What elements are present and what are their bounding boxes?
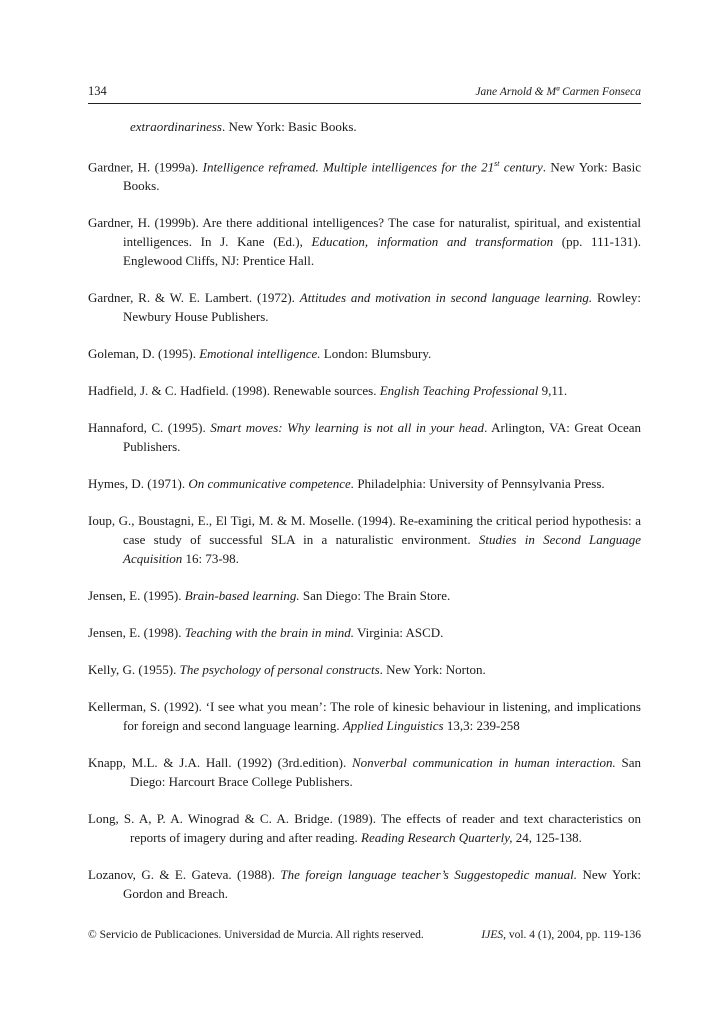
reference-entry	[88, 288, 641, 326]
reference-text: Long, S. A, P. A. Winograd & C. A. Bridge. (1989). The effects of reader and text characteristics on reports of imagery during and after reading.	[88, 811, 641, 846]
reference-text: 13,3: 239-258	[443, 718, 520, 734]
reference-entry	[88, 381, 641, 400]
journal-name: IJES	[481, 929, 504, 941]
reference-entry	[88, 809, 641, 847]
reference-italic-text: extraordinariness	[130, 119, 222, 134]
reference-italic-text: Smart moves: Why learning is not all in your head	[210, 420, 485, 436]
journal-details: , vol. 4 (1), 2004, pp. 119-136	[503, 929, 641, 941]
reference-italic-text: The foreign language teacher’s Suggestopedic manual.	[280, 867, 578, 883]
reference-text: Jensen, E. (1998).	[88, 625, 185, 641]
reference-text: Hadfield, J. & C. Hadfield. (1998). Renewable sources.	[88, 383, 380, 399]
reference-text: Knapp, M.L. & J.A. Hall. (1992) (3rd.edition).	[88, 755, 352, 771]
reference-text: San Diego: Harcourt Brace College Publishers.	[130, 755, 641, 790]
reference-text: Hymes, D. (1971).	[88, 476, 189, 492]
reference-text: . Arlington, VA: Great Ocean Publishers.	[123, 420, 641, 455]
reference-text: Kelly, G. (1955).	[88, 662, 180, 678]
reference-text: Gardner, H. (1999a).	[88, 159, 203, 175]
reference-entry	[88, 697, 641, 735]
reference-entry	[88, 474, 641, 493]
reference-entry	[88, 753, 641, 791]
reference-entry	[88, 623, 641, 642]
page-footer	[88, 929, 641, 941]
reference-italic-text: century	[499, 159, 543, 175]
running-head	[88, 84, 641, 99]
reference-italic-text: English Teaching Professional	[379, 383, 539, 399]
reference-entry	[88, 865, 641, 903]
reference-italic-text: Intelligence reframed. Multiple intelligences for the 21	[202, 159, 495, 175]
reference-italic-text: Nonverbal communication in human interaction.	[351, 755, 616, 771]
reference-text: Gardner, H. (1999b). Are there additional intelligences? The case for naturalist, spiritual, and existential intelligences. In J. Kane (Ed.),	[88, 215, 641, 250]
reference-text: . New York: Norton.	[379, 662, 486, 678]
running-head-authors: Jane Arnold & Mª Carmen Fonseca	[475, 86, 641, 98]
reference-text: (pp. 111-131). Englewood Cliffs, NJ: Prentice Hall.	[123, 234, 641, 269]
reference-entry	[88, 418, 641, 456]
copyright-notice: © Servicio de Publicaciones. Universidad de Murcia. All rights reserved.	[88, 929, 424, 941]
reference-text: 24, 125-138.	[512, 830, 582, 846]
reference-italic-text: Emotional intelligence.	[199, 346, 321, 362]
reference-text: . New York: Basic Books.	[123, 159, 641, 194]
reference-text: Kellerman, S. (1992). ‘I see what you mean’: The role of kinesic behaviour in listening, and implications for foreign and second language learning.	[88, 699, 641, 734]
reference-text: Lozanov, G. & E. Gateva. (1988).	[88, 867, 281, 883]
reference-italic-text: Brain-based learning.	[184, 588, 300, 604]
reference-text: 9,11.	[538, 383, 568, 399]
reference-entry	[88, 511, 641, 568]
reference-entry	[88, 154, 641, 195]
reference-text: London: Blumsbury.	[320, 346, 432, 362]
reference-italic-text: Studies in Second Language Acquisition	[123, 532, 641, 567]
reference-italic-text: Education, information and transformation	[311, 234, 554, 250]
reference-text: Goleman, D. (1995).	[88, 346, 200, 362]
reference-text: Gardner, R. & W. E. Lambert. (1972).	[88, 290, 300, 306]
reference-italic-text: Reading Research Quarterly,	[361, 830, 513, 846]
reference-italic-text: Applied Linguistics	[342, 718, 444, 734]
reference-italic-text: Teaching with the brain in mind.	[184, 625, 355, 641]
reference-entry	[88, 660, 641, 679]
reference-entry	[88, 344, 641, 363]
reference-entry	[88, 213, 641, 270]
reference-text: San Diego: The Brain Store.	[299, 588, 451, 604]
reference-text: Rowley: Newbury House Publishers.	[123, 290, 642, 325]
reference-italic-text: Attitudes and motivation in second language learning.	[299, 290, 593, 306]
reference-text: Ioup, G., Boustagni, E., El Tigi, M. & M. Moselle. (1994). Re-examining the critical period hypothesis: a case study of successful SLA in a naturalistic environment.	[88, 513, 641, 548]
reference-italic-text: st	[494, 159, 500, 168]
reference-text: Jensen, E. (1995).	[88, 588, 185, 604]
reference-entry	[88, 586, 641, 605]
reference-list	[88, 117, 641, 921]
journal-citation	[481, 929, 641, 941]
reference-text: Virginia: ASCD.	[354, 625, 444, 641]
reference-text: 16: 73-98.	[182, 551, 239, 567]
reference-italic-text: The psychology of personal constructs	[179, 662, 380, 678]
header-rule	[88, 103, 641, 104]
reference-italic-text: On communicative competence.	[188, 476, 355, 492]
page-number: 134	[88, 84, 107, 98]
reference-text: . New York: Basic Books.	[221, 119, 357, 134]
reference-entry	[88, 117, 641, 136]
reference-text: Philadelphia: University of Pennsylvania Press.	[354, 476, 605, 492]
reference-text: Hannaford, C. (1995).	[88, 420, 211, 436]
reference-text: New York: Gordon and Breach.	[123, 867, 642, 902]
